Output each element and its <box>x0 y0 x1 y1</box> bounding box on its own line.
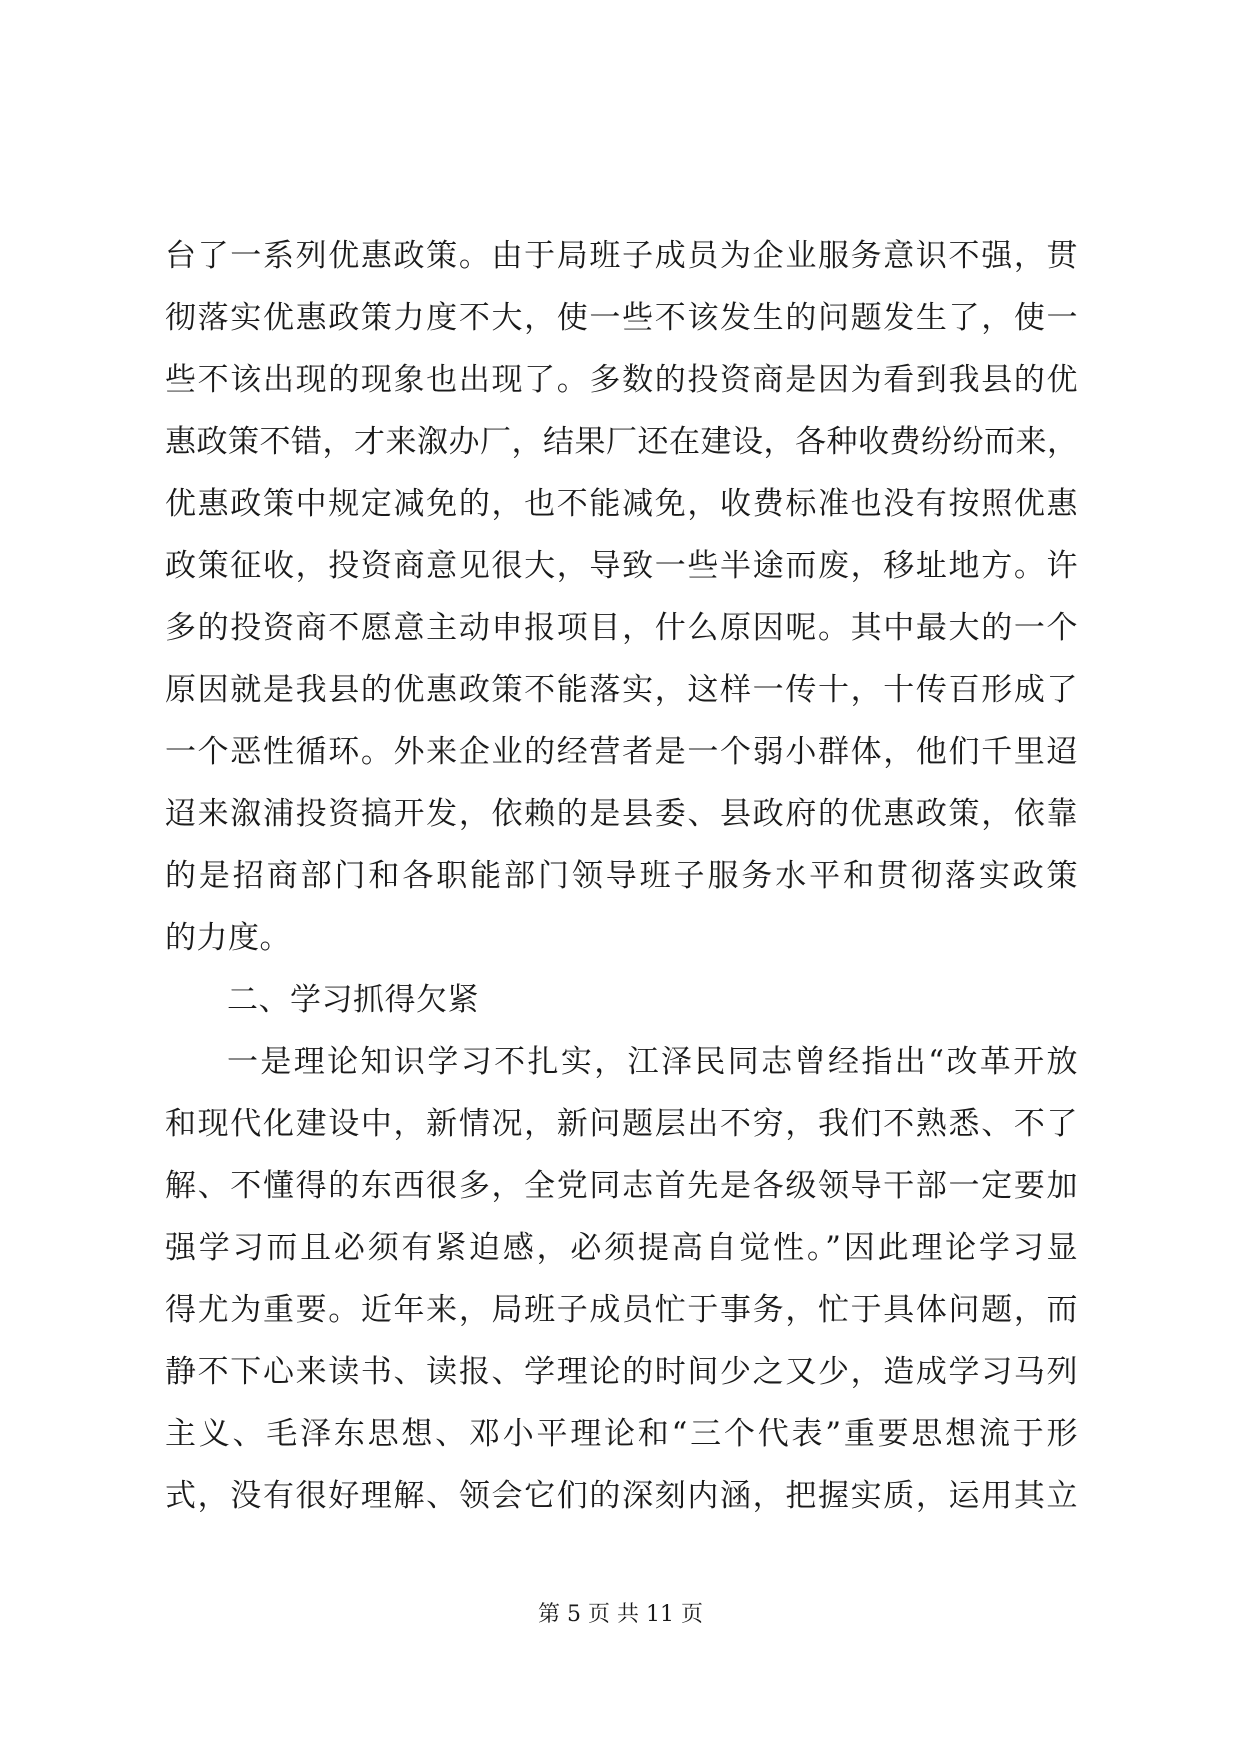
text-line: 主义、毛泽东思想、邓小平理论和“三个代表”重要思想流于形 <box>165 1416 1078 1452</box>
text-line: 些不该出现的现象也出现了。多数的投资商是因为看到我县的优 <box>165 362 1078 398</box>
text-line: 解、不懂得的东西很多，全党同志首先是各级领导干部一定要加 <box>165 1168 1078 1204</box>
section-heading: 二、学习抓得欠紧 <box>227 982 479 1018</box>
text-line: 的力度。 <box>165 920 291 956</box>
text-line: 静不下心来读书、读报、学理论的时间少之又少，造成学习马列 <box>165 1354 1078 1390</box>
text-line: 一个恶性循环。外来企业的经营者是一个弱小群体，他们千里迢 <box>165 734 1078 770</box>
text-line: 多的投资商不愿意主动申报项目，什么原因呢。其中最大的一个 <box>165 610 1078 646</box>
text-line: 得尤为重要。近年来，局班子成员忙于事务，忙于具体问题，而 <box>165 1292 1078 1328</box>
text-line: 一是理论知识学习不扎实，江泽民同志曾经指出“改革开放 <box>227 1044 1078 1080</box>
body-text <box>165 225 1078 1527</box>
text-line: 迢来溆浦投资搞开发，依赖的是县委、县政府的优惠政策，依靠 <box>165 796 1078 832</box>
page-footer: 第 5 页 共 11 页 <box>538 1602 703 1627</box>
text-line: 优惠政策中规定减免的，也不能减免，收费标准也没有按照优惠 <box>165 486 1078 522</box>
text-line: 原因就是我县的优惠政策不能落实，这样一传十，十传百形成了 <box>165 672 1078 708</box>
text-line: 政策征收，投资商意见很大，导致一些半途而废，移址地方。许 <box>165 548 1078 584</box>
text-line: 强学习而且必须有紧迫感，必须提高自觉性。”因此理论学习显 <box>165 1230 1078 1266</box>
text-line: 惠政策不错，才来溆办厂，结果厂还在建设，各种收费纷纷而来， <box>165 424 1079 460</box>
text-line: 台了一系列优惠政策。由于局班子成员为企业服务意识不强，贯 <box>165 238 1078 274</box>
text-line: 和现代化建设中，新情况，新问题层出不穷，我们不熟悉、不了 <box>165 1106 1078 1142</box>
text-line: 式，没有很好理解、领会它们的深刻内涵，把握实质，运用其立 <box>165 1478 1078 1514</box>
text-line: 彻落实优惠政策力度不大，使一些不该发生的问题发生了，使一 <box>165 300 1078 336</box>
text-line: 的是招商部门和各职能部门领导班子服务水平和贯彻落实政策 <box>165 858 1078 894</box>
